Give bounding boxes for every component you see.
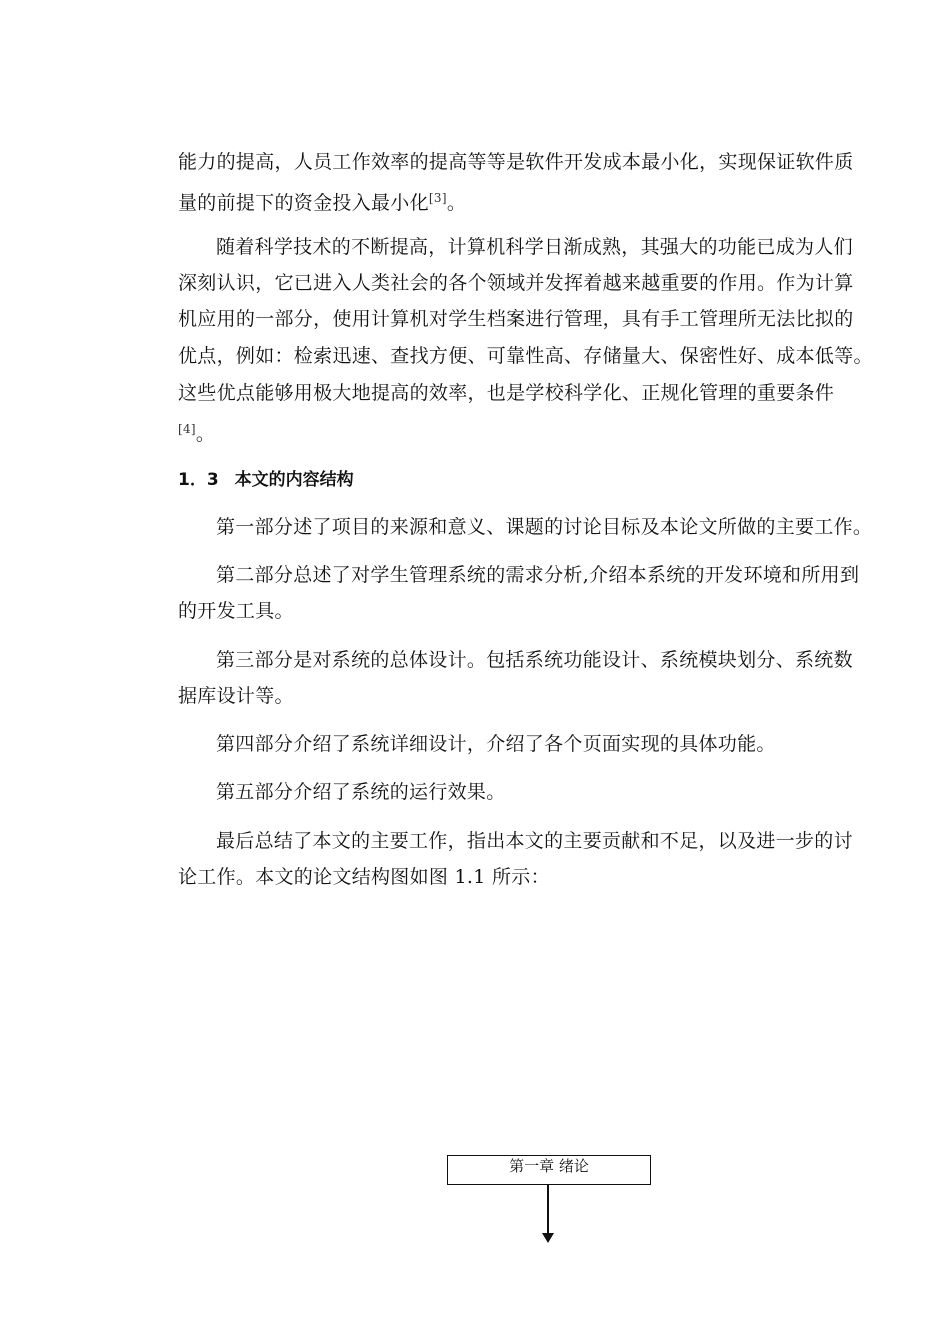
section-heading xyxy=(178,468,354,492)
paragraph-line: 深刻认识，它已进入人类社会的各个领域并发挥着越来越重要的作用。作为计算 xyxy=(178,272,854,294)
arrow-down-icon xyxy=(542,1233,554,1243)
paragraph-line: 这些优点能够用极大地提高的效率，也是学校科学化、正规化管理的重要条件 xyxy=(178,382,835,404)
citation-ref: [4] xyxy=(178,422,196,436)
paragraph-line: 机应用的一部分，使用计算机对学生档案进行管理，具有手工管理所无法比拟的 xyxy=(178,308,854,330)
paragraph-text: 量的前提下的资金投入最小化 xyxy=(178,192,429,214)
paragraph-line xyxy=(178,186,466,215)
paragraph-line: 第三部分是对系统的总体设计。包括系统功能设计、系统模块划分、系统数 xyxy=(216,649,853,671)
paragraph-line xyxy=(178,417,215,446)
diagram-box-label: 第一章 绪论 xyxy=(509,1157,589,1175)
diagram-box-chapter1 xyxy=(447,1155,651,1185)
paragraph-line: 随着科学技术的不断提高，计算机科学日渐成熟，其强大的功能已成为人们 xyxy=(216,236,853,258)
paragraph-text: 。 xyxy=(446,192,467,214)
paragraph-text: 。 xyxy=(195,423,216,445)
diagram-arrow-line xyxy=(547,1185,549,1233)
paragraph-line: 的开发工具。 xyxy=(178,600,294,622)
paragraph-line: 第四部分介绍了系统详细设计，介绍了各个页面实现的具体功能。 xyxy=(216,733,776,755)
paragraph-line: 第五部分介绍了系统的运行效果。 xyxy=(216,781,506,803)
paragraph-line: 第二部分总述了对学生管理系统的需求分析,介绍本系统的开发环境和所用到 xyxy=(216,564,860,586)
paragraph-line: 论工作。本文的论文结构图如图 1.1 所示： xyxy=(178,866,550,888)
paragraph-line: 最后总结了本文的主要工作，指出本文的主要贡献和不足，以及进一步的讨 xyxy=(216,830,853,852)
paragraph-line: 能力的提高，人员工作效率的提高等等是软件开发成本最小化，实现保证软件质 xyxy=(178,151,854,173)
citation-ref: [3] xyxy=(428,191,447,205)
paragraph-line: 第一部分述了项目的来源和意义、课题的讨论目标及本论文所做的主要工作。 xyxy=(216,516,873,538)
section-title: 本文的内容结构 xyxy=(234,470,354,490)
section-number: 1．3 xyxy=(178,470,219,490)
paragraph-line: 据库设计等。 xyxy=(178,685,294,707)
paragraph-line: 优点，例如：检索迅速、查找方便、可靠性高、存储量大、保密性好、成本低等。 xyxy=(178,345,873,367)
